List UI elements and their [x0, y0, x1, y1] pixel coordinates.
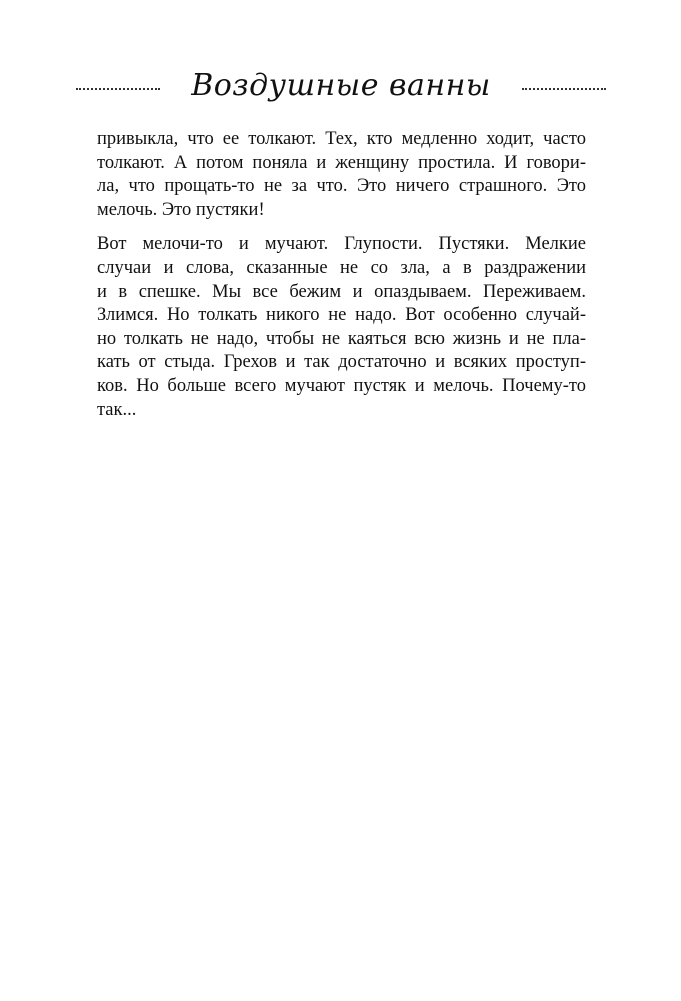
text-line: кать от стыда. Грехов и так достаточно и всяких проступ- [97, 352, 586, 373]
text-line: ла, что прощать-то не за что. Это ничего страшного. Это [97, 176, 586, 197]
page-body-text [97, 128, 586, 422]
text-line: но толкать не надо, чтобы не каяться всю жизнь и не пла- [97, 328, 586, 349]
right-dotted-rule [522, 88, 606, 90]
running-header [76, 62, 606, 112]
left-dotted-rule [76, 88, 160, 90]
text-line: Злимся. Но толкать никого не надо. Вот особенно случай- [97, 305, 586, 326]
text-line: толкают. А потом поняла и женщину простила. И говори- [97, 152, 586, 173]
text-line: и в спешке. Мы все бежим и опаздываем. Переживаем. [97, 281, 586, 302]
text-line: случаи и слова, сказанные не со зла, а в раздражении [97, 257, 586, 278]
text-line: привыкла, что ее толкают. Тех, кто медленно ходит, часто [97, 129, 586, 149]
paragraph-2 [97, 233, 586, 422]
text-line: ков. Но больше всего мучают пустяк и мелочь. Почему-то [97, 375, 586, 396]
text-line: так... [97, 399, 137, 420]
text-line: Вот мелочи-то и мучают. Глупости. Пустяки. Мелкие [97, 234, 586, 255]
chapter-title: Воздушные ванны [191, 68, 491, 103]
text-line: мелочь. Это пустяки! [97, 199, 265, 220]
paragraph-1 [97, 128, 586, 222]
